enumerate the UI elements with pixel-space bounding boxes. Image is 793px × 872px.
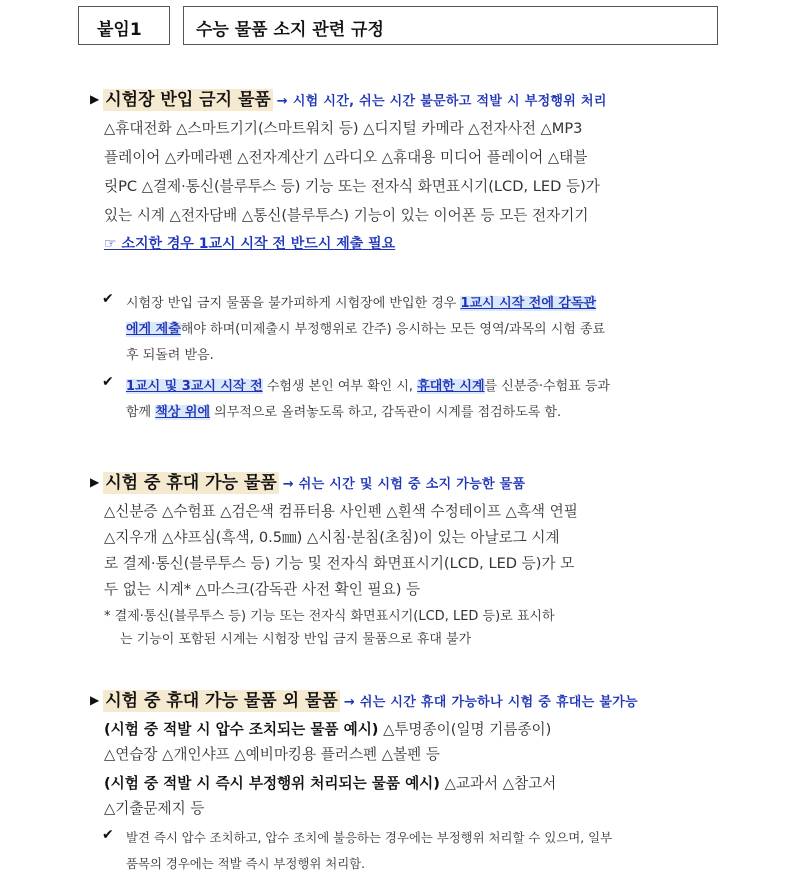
- document-title-box: [183, 6, 718, 45]
- allowed-items-line: 두 없는 시계* △마스크(감독관 사전 확인 필요) 등: [104, 581, 421, 598]
- confiscated-items-line: △연습장 △개인샤프 △예비마킹용 플러스펜 △볼펜 등: [104, 746, 440, 763]
- banned-items-line: 플레이어 △카메라펜 △전자계산기 △라디오 △휴대용 미디어 플레이어 △태블: [104, 149, 588, 166]
- attachment-label-box: [78, 6, 170, 45]
- section-title: 시험 중 휴대 가능 물품 외 물품: [105, 691, 338, 711]
- submit-notice: ☞ 소지한 경우 1교시 시작 전 반드시 제출 필요: [104, 236, 396, 252]
- triangle-bullet-icon: ▶: [90, 475, 100, 489]
- cheating-items-line: △기출문제지 등: [104, 800, 205, 817]
- triangle-bullet-icon: ▶: [90, 693, 100, 707]
- bullet-text: 에게 제출해야 하며(미제출시 부정행위로 간주) 응시하는 모든 영역/과목의 시험 종료: [126, 322, 606, 337]
- triangle-bullet-icon: ▶: [90, 92, 100, 106]
- section-note: → 쉬는 시간 및 시험 중 소지 가능한 물품: [282, 477, 526, 492]
- section-title: 시험 중 휴대 가능 물품: [105, 473, 277, 493]
- bullet-text: 1교시 및 3교시 시작 전 수험생 본인 여부 확인 시, 휴대한 시계를 신분증·수험표 등과: [126, 379, 610, 394]
- check-icon: ✔: [102, 291, 114, 307]
- bullet-text: 후 되돌려 받음.: [126, 348, 214, 363]
- check-icon: ✔: [102, 374, 114, 390]
- allowed-items-line: △신분증 △수험표 △검은색 컴퓨터용 사인펜 △흰색 수정테이프 △흑색 연필: [104, 503, 578, 520]
- section-note: → 쉬는 시간 휴대 가능하나 시험 중 휴대는 불가능: [343, 695, 638, 710]
- section-title: 시험장 반입 금지 물품: [105, 90, 271, 110]
- bullet-text: 품목의 경우에는 적발 즉시 부정행위 처리함.: [126, 856, 366, 871]
- footnote-line: 는 기능이 포함된 시계는 시험장 반입 금지 물품으로 휴대 불가: [120, 632, 472, 647]
- allowed-items-line: △지우개 △샤프심(흑색, 0.5㎜) △시침·분침(초침)이 있는 아날로그 시계: [104, 529, 560, 546]
- section-other-items-heading: [90, 686, 638, 711]
- footnote-line: * 결제·통신(블루투스 등) 기능 또는 전자식 화면표시기(LCD, LED 등)로 표시하: [104, 609, 555, 624]
- confiscated-items-line: (시험 중 적발 시 압수 조치되는 물품 예시) △투명종이(일명 기름종이): [104, 721, 552, 738]
- document-title: 수능 물품 소지 관련 규정: [196, 20, 384, 40]
- banned-items-line: △휴대전화 △스마트기기(스마트워치 등) △디지털 카메라 △전자사전 △MP3: [104, 120, 583, 137]
- bullet-text: 시험장 반입 금지 물품을 불가피하게 시험장에 반입한 경우 1교시 시작 전에 감독관: [126, 296, 597, 311]
- section-note: → 시험 시간, 쉬는 시간 불문하고 적발 시 부정행위 처리: [276, 94, 607, 109]
- cheating-items-line: (시험 중 적발 시 즉시 부정행위 처리되는 물품 예시) △교과서 △참고서: [104, 775, 557, 792]
- banned-items-line: 릿PC △결제·통신(블루투스 등) 기능 또는 전자식 화면표시기(LCD, LED 등)가: [104, 178, 600, 195]
- bullet-text: 함께 책상 위에 의무적으로 올려놓도록 하고, 감독관이 시계를 점검하도록 함.: [126, 405, 562, 420]
- allowed-items-line: 로 결제·통신(블루투스 등) 기능 및 전자식 화면표시기(LCD, LED 등)가 모: [104, 555, 575, 572]
- banned-items-line: 있는 시계 △전자담배 △통신(블루투스) 기능이 있는 이어폰 등 모든 전자기기: [104, 207, 589, 224]
- check-icon: ✔: [102, 827, 114, 843]
- section-banned-items-heading: [90, 85, 607, 110]
- attachment-label: 붙임1: [97, 20, 142, 40]
- section-allowed-items-heading: [90, 468, 525, 493]
- bullet-text: 발견 즉시 압수 조치하고, 압수 조치에 불응하는 경우에는 부정행위 처리할 수 있으며, 일부: [126, 830, 613, 845]
